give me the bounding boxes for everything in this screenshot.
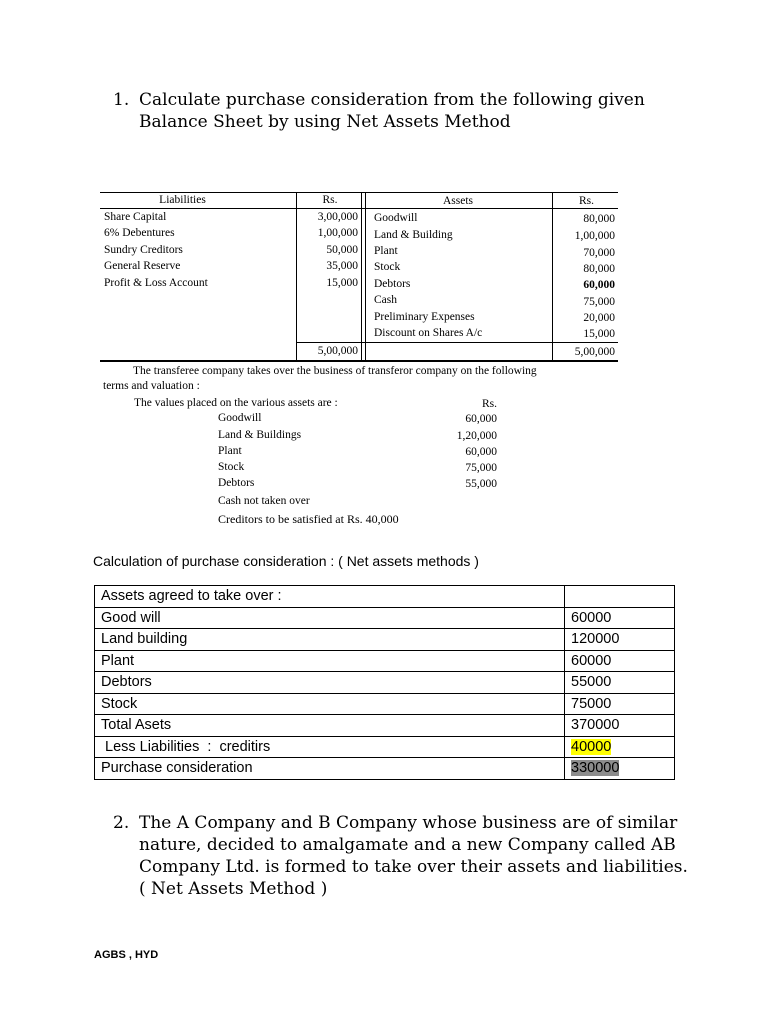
valuation-amount: 1,20,000: [456, 430, 497, 442]
asset-amount: 15,000: [583, 328, 615, 340]
asset-name: Land & Building: [374, 229, 453, 241]
row-label: Stock: [95, 693, 565, 715]
liability-name: General Reserve: [104, 260, 181, 272]
row-value: [565, 586, 675, 608]
table-row: [95, 650, 675, 672]
valuations-rs-header: Rs.: [481, 398, 497, 410]
row-value: [565, 758, 675, 780]
valuation-amount: 55,000: [465, 478, 497, 490]
row-label: Total Asets: [95, 715, 565, 737]
question-2-text: The A Company and B Company whose business are of similar nature, decided to amalgamate and a new Company called AB Company Ltd. is formed to take over their assets and liabilities. ( Net Assets Method ): [139, 813, 688, 899]
asset-name: Stock: [374, 261, 401, 273]
asset-amount: 1,00,000: [574, 230, 615, 242]
valuation-amount: 60,000: [465, 413, 497, 425]
asset-name: Goodwill: [374, 212, 418, 224]
liability-amount: 1,00,000: [317, 227, 358, 239]
table-row: [95, 672, 675, 694]
liability-amount: 3,00,000: [317, 211, 358, 223]
question-2-number: 2.: [113, 813, 130, 833]
asset-amount: 80,000: [583, 213, 615, 225]
terms-line-2: terms and valuation :: [103, 380, 200, 392]
header-rs-assets: Rs.: [578, 195, 595, 207]
valuation-name: Plant: [218, 445, 242, 457]
asset-name: Plant: [374, 245, 398, 257]
valuation-amount: 75,000: [465, 462, 497, 474]
question-1: [113, 89, 693, 133]
liability-name: 6% Debentures: [104, 227, 175, 239]
liability-amount: 50,000: [326, 244, 358, 256]
liability-amount: 15,000: [326, 277, 358, 289]
table-row: [95, 629, 675, 651]
total-assets: 5,00,000: [574, 346, 615, 358]
asset-name: Discount on Shares A/c: [374, 327, 483, 339]
header-assets: Assets: [442, 195, 474, 207]
row-label: Less Liabilities : creditirs: [95, 736, 565, 758]
table-row: [95, 736, 675, 758]
row-label: Debtors: [95, 672, 565, 694]
question-2: [113, 812, 693, 900]
liability-name: Profit & Loss Account: [104, 277, 208, 289]
asset-name: Preliminary Expenses: [374, 311, 475, 323]
row-label: Land building: [95, 629, 565, 651]
header-liabilities: Liabilities: [159, 194, 206, 206]
asset-amount: 80,000: [583, 263, 615, 275]
valuation-name: Land & Buildings: [218, 429, 302, 441]
valuations-intro: The values placed on the various assets are :: [134, 397, 338, 409]
footer: AGBS , HYD: [94, 949, 159, 961]
total-liabilities: 5,00,000: [317, 345, 358, 357]
asset-amount: 75,000: [583, 296, 615, 308]
table-row: [95, 693, 675, 715]
question-1-number: 1.: [113, 90, 130, 110]
table-row: [95, 758, 675, 780]
valuation-amount: 60,000: [465, 446, 497, 458]
row-label: Good will: [95, 607, 565, 629]
row-value: 120000: [565, 629, 675, 651]
note-creditors: Creditors to be satisfied at Rs. 40,000: [218, 512, 399, 526]
asset-name: Cash: [374, 294, 397, 306]
liability-name: Sundry Creditors: [104, 244, 183, 256]
table-row: [95, 607, 675, 629]
row-value: 370000: [565, 715, 675, 737]
asset-name: Debtors: [374, 278, 411, 290]
valuation-name: Stock: [218, 461, 245, 473]
question-1-text: Calculate purchase consideration from the following given Balance Sheet by using Net Assets Method: [139, 90, 645, 132]
row-value: 55000: [565, 672, 675, 694]
calculation-heading: Calculation of purchase consideration : ( Net assets methods ): [93, 553, 479, 569]
asset-amount: 60,000: [583, 279, 615, 291]
note-cash: Cash not taken over: [218, 495, 310, 507]
asset-amount: 70,000: [583, 247, 615, 259]
table-row: [95, 586, 675, 608]
valuation-name: Goodwill: [218, 412, 262, 424]
row-label: Purchase consideration: [95, 758, 565, 780]
liability-amount: 35,000: [326, 260, 358, 272]
row-value: 60000: [565, 650, 675, 672]
table-row: [95, 715, 675, 737]
calculation-table: [94, 585, 675, 780]
asset-amount: 20,000: [583, 312, 615, 324]
row-value: [565, 736, 675, 758]
valuation-name: Debtors: [218, 477, 255, 489]
highlighted-value: 330000: [571, 760, 620, 777]
highlighted-value: 40000: [571, 738, 612, 755]
liability-name: Share Capital: [104, 211, 167, 223]
terms-line-1: The transferee company takes over the business of transferor company on the following: [133, 365, 537, 377]
header-rs-liabilities: Rs.: [322, 194, 338, 206]
balance-sheet: [100, 192, 618, 363]
row-value: 60000: [565, 607, 675, 629]
row-label: Plant: [95, 650, 565, 672]
asset-valuations: [0, 395, 768, 535]
row-label: Assets agreed to take over :: [95, 586, 565, 608]
row-value: 75000: [565, 693, 675, 715]
terms-paragraph: [103, 364, 618, 394]
